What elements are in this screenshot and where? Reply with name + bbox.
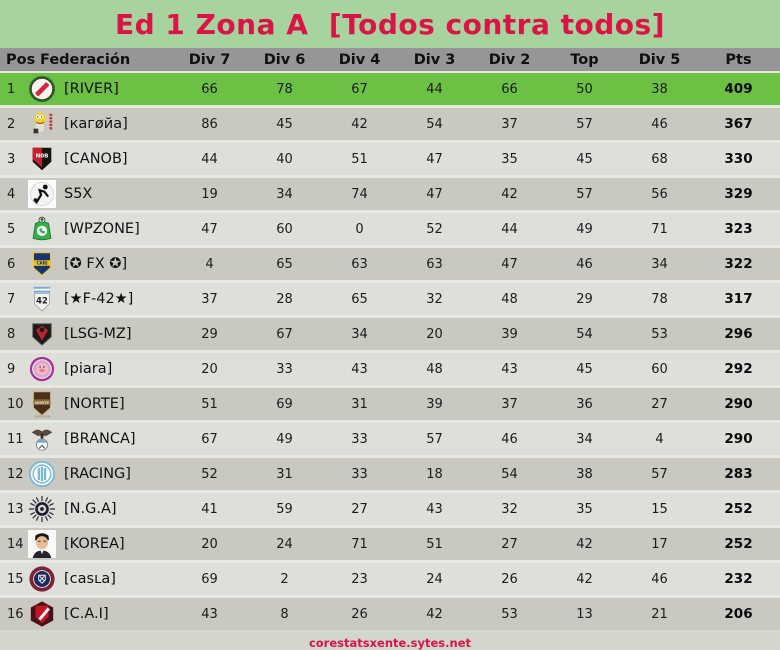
river-plate-crest-icon <box>24 75 60 103</box>
division-score: 24 <box>426 571 443 587</box>
division-score: 32 <box>426 291 443 307</box>
division-score: 34 <box>576 431 593 447</box>
table-row <box>0 73 780 105</box>
division-score: 48 <box>426 361 443 377</box>
division-score: 35 <box>501 151 518 167</box>
division-score: 8 <box>280 606 289 622</box>
division-score: 60 <box>276 221 293 237</box>
division-score: 15 <box>651 501 668 517</box>
federation-name: [CANOB] <box>64 151 128 167</box>
position-cell: 12 <box>7 466 24 482</box>
division-score: 51 <box>426 536 443 552</box>
division-score: 43 <box>201 606 218 622</box>
points-cell: 322 <box>724 256 753 272</box>
player-kick-icon <box>24 180 60 208</box>
division-score: 78 <box>651 291 668 307</box>
division-score: 53 <box>501 606 518 622</box>
homer-avatar-icon <box>24 110 60 138</box>
division-score: 44 <box>426 81 443 97</box>
federation-name: [кагøйа] <box>64 116 128 132</box>
points-cell: 252 <box>724 536 753 552</box>
table-header <box>0 48 780 71</box>
division-score: 45 <box>276 116 293 132</box>
division-score: 65 <box>276 256 293 272</box>
division-score: 67 <box>276 326 293 342</box>
position-cell: 16 <box>7 606 24 622</box>
table-row <box>0 493 780 525</box>
page-title: Ed 1 Zona A [Todos contra todos] <box>114 7 665 41</box>
federation-name: [C.A.I] <box>64 606 109 622</box>
division-score: 57 <box>576 186 593 202</box>
division-score: 38 <box>651 81 668 97</box>
table-row <box>0 598 780 630</box>
norte-shield-icon <box>24 390 60 418</box>
column-header-div-6: Div 6 <box>263 51 306 68</box>
division-score: 27 <box>351 501 368 517</box>
division-score: 57 <box>576 116 593 132</box>
division-score: 57 <box>651 466 668 482</box>
division-score: 33 <box>351 466 368 482</box>
division-score: 45 <box>576 151 593 167</box>
division-score: 37 <box>501 116 518 132</box>
federation-name: [BRANCA] <box>64 431 136 447</box>
division-score: 42 <box>576 536 593 552</box>
division-score: 43 <box>501 361 518 377</box>
site-url-link[interactable]: corestatsxente.sytes.net <box>308 635 472 650</box>
federation-name: [KOREA] <box>64 536 125 552</box>
points-cell: 232 <box>724 571 753 587</box>
division-score: 39 <box>426 396 443 412</box>
table-row <box>0 318 780 350</box>
position-cell: 7 <box>7 291 16 307</box>
division-score: 34 <box>351 326 368 342</box>
division-score: 34 <box>651 256 668 272</box>
federation-name: [N.G.A] <box>64 501 117 517</box>
division-score: 47 <box>426 151 443 167</box>
division-score: 0 <box>355 221 364 237</box>
leader-portrait-icon <box>24 530 60 558</box>
division-score: 47 <box>201 221 218 237</box>
division-score: 26 <box>351 606 368 622</box>
sunburst-badge-icon <box>24 495 60 523</box>
federation-name: [✪ FX ✪] <box>64 256 128 272</box>
racing-crest-icon <box>24 460 60 488</box>
division-score: 33 <box>276 361 293 377</box>
table-row <box>0 248 780 280</box>
svg-text:CABJ: CABJ <box>36 260 48 266</box>
division-score: 26 <box>501 571 518 587</box>
lsg-shield-icon <box>24 320 60 348</box>
division-score: 63 <box>426 256 443 272</box>
division-score: 4 <box>655 431 664 447</box>
points-cell: 252 <box>724 501 753 517</box>
position-cell: 8 <box>7 326 16 342</box>
column-header-div-2: Div 2 <box>488 51 531 68</box>
column-header-div-7: Div 7 <box>188 51 231 68</box>
division-score: 67 <box>201 431 218 447</box>
federation-name: [piara] <box>64 361 113 377</box>
division-score: 34 <box>276 186 293 202</box>
division-score: 31 <box>351 396 368 412</box>
division-score: 46 <box>651 571 668 587</box>
federation-name: [RIVER] <box>64 81 119 97</box>
division-score: 49 <box>576 221 593 237</box>
points-cell: 323 <box>724 221 753 237</box>
position-cell: 2 <box>7 116 16 132</box>
column-header-pts: Pts <box>725 51 752 68</box>
svg-text:42: 42 <box>36 295 48 306</box>
column-header-top: Top <box>570 51 599 68</box>
svg-text:FEDERACION: FEDERACION <box>34 415 50 418</box>
newells-crest-icon <box>24 145 60 173</box>
division-score: 68 <box>651 151 668 167</box>
division-score: 49 <box>276 431 293 447</box>
position-cell: 9 <box>7 361 16 377</box>
position-cell: 5 <box>7 221 16 237</box>
points-cell: 409 <box>724 81 753 97</box>
division-score: 51 <box>351 151 368 167</box>
division-score: 45 <box>576 361 593 377</box>
division-score: 56 <box>651 186 668 202</box>
federation-name: [NORTE] <box>64 396 125 412</box>
division-score: 44 <box>501 221 518 237</box>
division-score: 17 <box>651 536 668 552</box>
federation-name: S5X <box>64 186 93 202</box>
division-score: 54 <box>426 116 443 132</box>
table-row <box>0 423 780 455</box>
footer <box>0 633 780 650</box>
division-score: 54 <box>576 326 593 342</box>
division-score: 52 <box>426 221 443 237</box>
points-cell: 330 <box>724 151 753 167</box>
division-score: 69 <box>276 396 293 412</box>
division-score: 36 <box>576 396 593 412</box>
whatsapp-shirt-icon <box>24 215 60 243</box>
division-score: 46 <box>576 256 593 272</box>
division-score: 57 <box>426 431 443 447</box>
table-row <box>0 388 780 420</box>
division-score: 66 <box>201 81 218 97</box>
division-score: 47 <box>426 186 443 202</box>
federation-name: [LSG-MZ] <box>64 326 132 342</box>
division-score: 50 <box>576 81 593 97</box>
table-row <box>0 528 780 560</box>
federation-name: [RACING] <box>64 466 131 482</box>
table-row <box>0 353 780 385</box>
division-score: 4 <box>205 256 214 272</box>
division-score: 24 <box>276 536 293 552</box>
division-score: 65 <box>351 291 368 307</box>
points-cell: 283 <box>724 466 753 482</box>
division-score: 43 <box>426 501 443 517</box>
column-header-pos: Pos <box>6 51 36 68</box>
division-score: 31 <box>276 466 293 482</box>
division-score: 42 <box>351 116 368 132</box>
division-score: 51 <box>201 396 218 412</box>
division-score: 33 <box>351 431 368 447</box>
points-cell: 292 <box>724 361 753 377</box>
division-score: 71 <box>351 536 368 552</box>
division-score: 46 <box>651 116 668 132</box>
points-cell: 317 <box>724 291 753 307</box>
division-score: 69 <box>201 571 218 587</box>
svg-text:N0B: N0B <box>35 153 49 160</box>
division-score: 37 <box>201 291 218 307</box>
division-score: 46 <box>501 431 518 447</box>
column-header-federación: Federación <box>40 51 131 68</box>
division-score: 54 <box>501 466 518 482</box>
position-cell: 14 <box>7 536 24 552</box>
division-score: 13 <box>576 606 593 622</box>
position-cell: 4 <box>7 186 16 202</box>
division-score: 28 <box>276 291 293 307</box>
division-score: 53 <box>651 326 668 342</box>
division-score: 43 <box>351 361 368 377</box>
table-row <box>0 563 780 595</box>
division-score: 44 <box>201 151 218 167</box>
points-cell: 290 <box>724 431 753 447</box>
division-score: 21 <box>651 606 668 622</box>
independiente-crest-icon <box>24 600 60 628</box>
position-cell: 3 <box>7 151 16 167</box>
points-cell: 290 <box>724 396 753 412</box>
division-score: 42 <box>501 186 518 202</box>
division-score: 47 <box>501 256 518 272</box>
division-score: 71 <box>651 221 668 237</box>
division-score: 63 <box>351 256 368 272</box>
division-score: 42 <box>576 571 593 587</box>
points-cell: 296 <box>724 326 753 342</box>
svg-text:NORTE: NORTE <box>34 400 50 405</box>
division-score: 20 <box>201 361 218 377</box>
division-score: 27 <box>651 396 668 412</box>
division-score: 48 <box>501 291 518 307</box>
division-score: 19 <box>201 186 218 202</box>
pig-badge-icon <box>24 355 60 383</box>
division-score: 37 <box>501 396 518 412</box>
division-score: 41 <box>201 501 218 517</box>
position-cell: 13 <box>7 501 24 517</box>
points-cell: 206 <box>724 606 753 622</box>
division-score: 20 <box>426 326 443 342</box>
division-score: 23 <box>351 571 368 587</box>
federation-name: [casʟa] <box>64 571 116 587</box>
boca-juniors-crest-icon <box>24 250 60 278</box>
f42-pennant-icon <box>24 285 60 313</box>
column-header-div-5: Div 5 <box>638 51 681 68</box>
title-band <box>0 0 780 48</box>
position-cell: 11 <box>7 431 24 447</box>
division-score: 39 <box>501 326 518 342</box>
division-score: 27 <box>501 536 518 552</box>
division-score: 18 <box>426 466 443 482</box>
division-score: 29 <box>576 291 593 307</box>
division-score: 42 <box>426 606 443 622</box>
division-score: 66 <box>501 81 518 97</box>
division-score: 35 <box>576 501 593 517</box>
table-row <box>0 178 780 210</box>
position-cell: 10 <box>7 396 24 412</box>
table-row <box>0 213 780 245</box>
column-header-div-3: Div 3 <box>413 51 456 68</box>
division-score: 40 <box>276 151 293 167</box>
division-score: 38 <box>576 466 593 482</box>
column-header-div-4: Div 4 <box>338 51 381 68</box>
division-score: 32 <box>501 501 518 517</box>
casla-crest-icon <box>24 565 60 593</box>
division-score: 29 <box>201 326 218 342</box>
federation-name: [★F-42★] <box>64 291 134 307</box>
table-row <box>0 283 780 315</box>
division-score: 2 <box>280 571 289 587</box>
table-row <box>0 458 780 490</box>
position-cell: 6 <box>7 256 16 272</box>
division-score: 74 <box>351 186 368 202</box>
table-row <box>0 143 780 175</box>
division-score: 20 <box>201 536 218 552</box>
position-cell: 15 <box>7 571 24 587</box>
division-score: 52 <box>201 466 218 482</box>
division-score: 86 <box>201 116 218 132</box>
position-cell: 1 <box>7 81 16 97</box>
division-score: 59 <box>276 501 293 517</box>
table-row <box>0 108 780 140</box>
eagle-crest-icon <box>24 425 60 453</box>
points-cell: 367 <box>724 116 753 132</box>
division-score: 60 <box>651 361 668 377</box>
table-body <box>0 71 780 630</box>
division-score: 78 <box>276 81 293 97</box>
division-score: 67 <box>351 81 368 97</box>
federation-name: [WPZONE] <box>64 221 140 237</box>
points-cell: 329 <box>724 186 753 202</box>
